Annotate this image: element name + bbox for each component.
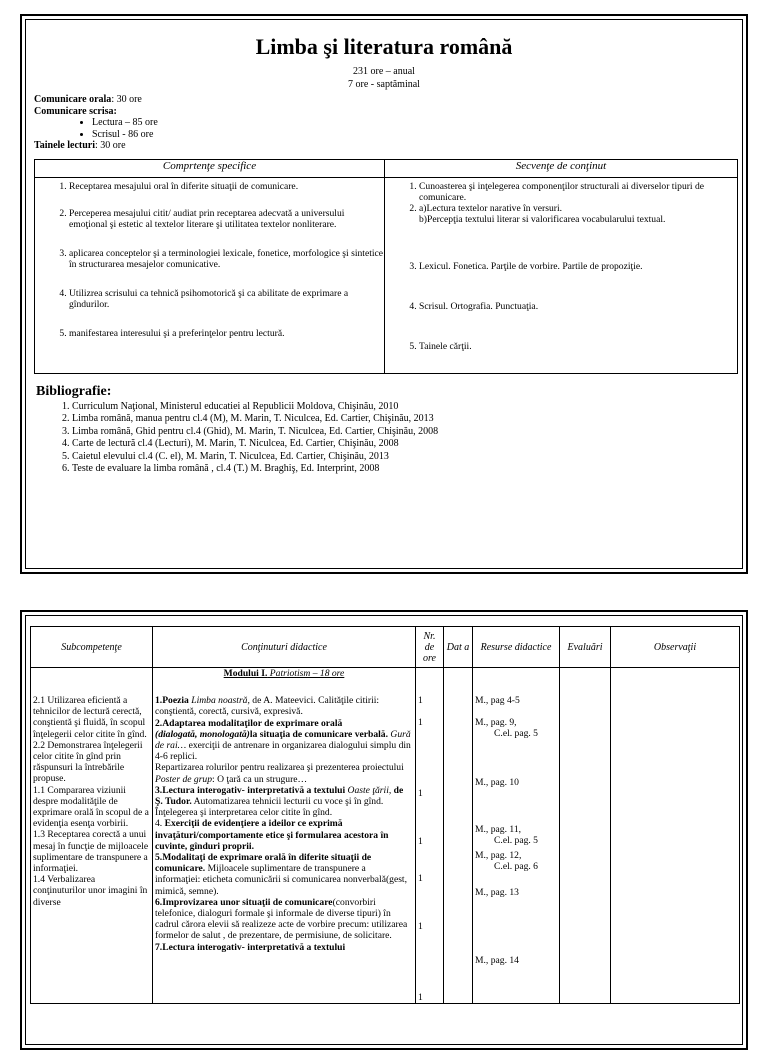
lesson-5: 5.Modalitaţi de exprimare orală în diferite situaţii de comunicare. Mijloacele suplimentare de transpunere a informaţiei: eticheta comunicării si comunicarea nonverbală(gest, mimică, semne). bbox=[155, 852, 407, 897]
hours-value: 1 bbox=[418, 695, 423, 706]
module-title: Patriotism – 18 ore bbox=[267, 668, 345, 679]
bibliography-item: 2. Limba română, manua pentru cl.4 (M), M. Marin, T. Niculcea, Ed. Cartier, Chişinău, 2013 bbox=[72, 413, 438, 425]
content-subitem: b)Percepţia textului literar si valorificarea vocabularului textual. bbox=[419, 214, 666, 225]
observations-header: Observaţii bbox=[611, 627, 740, 668]
resource-value: M., pag. 11, bbox=[475, 823, 522, 835]
resource-value: M., pag. 12, bbox=[475, 850, 522, 862]
bibliography-list bbox=[36, 401, 438, 475]
lesson-plan-table bbox=[30, 626, 740, 1004]
lesson-1: 1.Poezia Limba noastră, de A. Mateevici. Calităţile citirii: conştientă, corectă, cursivă, expresivă. bbox=[155, 695, 380, 718]
written-item: • Scrisul - 86 ore bbox=[92, 129, 158, 141]
hours-value: 1 bbox=[418, 992, 423, 1004]
competence-item: 3. aplicarea conceptelor şi a terminologiei lexicale, fonetice, morfologice şi sintetice în structurarea mesajelor comunicative. bbox=[69, 248, 384, 288]
hours-value: 1 bbox=[418, 835, 423, 847]
subcompetence-item: 1.4 Verbalizarea conţinuturilor unor imagini în diverse bbox=[33, 874, 148, 908]
evaluations-header: Evaluări bbox=[560, 627, 611, 668]
competences-header: Comprtenţe specifice bbox=[35, 160, 385, 178]
hours-breakdown bbox=[34, 94, 158, 152]
competence-item: 5. manifestarea interesului şi a preferinţelor pentru lectură. bbox=[69, 328, 384, 339]
hours-header: Nr. de ore bbox=[416, 627, 444, 668]
resource-value: M., pag. 14 bbox=[475, 954, 519, 966]
bibliography-item: 5. Caietul elevului cl.4 (C. el), M. Marin, T. Niculcea, Ed. Cartier, Chişinău, 2013 bbox=[72, 451, 438, 463]
content-item: 1. Cunoasterea şi inţelegerea componenţilor structurali ai diverselor tipuri de comunicare. bbox=[419, 181, 737, 203]
contents-cell bbox=[385, 178, 738, 374]
hours-per-year: 231 ore – anual bbox=[353, 66, 415, 77]
resource-value: M., pag. 9, bbox=[475, 717, 517, 729]
written-item: • Lectura – 85 ore bbox=[92, 117, 158, 129]
document-title: Limba şi literatura română bbox=[255, 34, 513, 59]
lesson-3: 3.Lectura interogativ- interpretativă a textului Oaste ţării, de Ş. Tudor. Automatizarea tehnicii lecturii cu voce şi în gînd. Înţelegerea şi interpretarea celor citite în gînd. bbox=[155, 784, 404, 819]
resources-header: Resurse didactice bbox=[473, 627, 560, 668]
resource-value: C.el. pag. 5 bbox=[494, 835, 538, 847]
content-item bbox=[419, 203, 737, 261]
lesson-2: 2.Adaptarea modalitaţilor de exprimare orală (dialogată, monologată)la situaţia de comunicare verbală. Gură de rai… exerciţii de antrenare in organizarea dialogului simplu din 4-6 replici. bbox=[155, 717, 411, 763]
subcompetences-cell bbox=[31, 668, 153, 1004]
content-item: 4. Scrisul. Ortografia. Punctuaţia. bbox=[419, 301, 737, 341]
hours-value: 1 bbox=[418, 872, 423, 884]
page-two bbox=[20, 610, 748, 1050]
lesson-7: 7.Lectura interogativ- interpretativă a textului bbox=[155, 941, 346, 953]
bibliography-item: 1. Curriculum Naţional, Ministerul educatiei al Republicii Moldova, Chişinău, 2010 bbox=[72, 401, 438, 413]
content-item: 3. Lexicul. Fonetica. Parţile de vorbire. Partile de propoziţie. bbox=[419, 261, 737, 301]
date-cell bbox=[444, 668, 473, 1004]
bibliography-item: 4. Carte de lectură cl.4 (Lecturi), M. Marin, T. Niculcea, Ed. Cartier, Chişinău, 2008 bbox=[72, 438, 438, 450]
content-header: Conţinuturi didactice bbox=[153, 627, 416, 668]
hours-per-week: 7 ore - saptăminal bbox=[348, 79, 420, 90]
contents-header: Secvenţe de conţinut bbox=[385, 160, 738, 178]
secrets-label: Tainele lecturi bbox=[34, 140, 96, 151]
module-heading bbox=[155, 668, 413, 679]
bibliography-title: Bibliografie: bbox=[36, 384, 112, 399]
subcompetence-item: 1.3 Receptarea corectă a unui mesaj în funcţie de mijloacele suplimentare de transpunere a informaţiei. bbox=[33, 829, 149, 875]
hours-value: 1 bbox=[418, 717, 423, 729]
subcompetence-item: 2.2 Demonstrarea înţelegerii celor citite în gînd prin răspunsuri la întrebările propuse. bbox=[33, 739, 143, 785]
lesson-6: 6.Improvizarea unor situaţii de comunicare(convorbiri telefonice, dialoguri formale şi informale de diverse tipuri) în cadrul cărora elevii să realizeze acte de vorbire precum: utilizarea formelor de salut , de prezentare, de permisiune, de solicitare. bbox=[155, 896, 408, 942]
subcompetence-item: 1.1 Compararea viziunii despre modalităţile de exprimare orală în scopul de a evidenţia esenţa vorbirii. bbox=[33, 784, 149, 830]
oral-label: Comunicare orala bbox=[34, 94, 112, 105]
resources-cell bbox=[473, 668, 560, 1004]
written-list bbox=[34, 117, 158, 140]
competences-cell bbox=[35, 178, 385, 374]
hours-value: 1 bbox=[418, 921, 423, 933]
resource-value: M., pag 4-5 bbox=[475, 695, 520, 706]
lesson-2-project: Repartizarea rolurilor pentru realizarea şi prezenterea proiectului Poster de grup: O ţară ca un strugure… bbox=[155, 762, 404, 785]
hours-value: 1 bbox=[418, 788, 423, 800]
page-one bbox=[20, 14, 748, 574]
subcompetence-item: 2.1 Utilizarea eficientă a tehnicilor de lectură cerectă, conştientă şi fluidă, în scopul înţelegerii celor citite în gînd. bbox=[33, 695, 147, 740]
date-header: Dat a bbox=[444, 627, 473, 668]
competence-item: 4. Utilizrea scrisului ca tehnică psihomotorică şi ca abilitate de exprimare a gîndurilor. bbox=[69, 288, 384, 328]
content-item: 5. Tainele cărţii. bbox=[419, 341, 737, 352]
resource-value: C.el. pag. 5 bbox=[494, 728, 538, 740]
competences-table bbox=[34, 159, 738, 374]
secrets-value: : 30 ore bbox=[95, 140, 126, 151]
content-cell bbox=[153, 668, 416, 1004]
competence-item: 2. Perceperea mesajului citit/ audiat prin receptarea adecvată a universului emoţional şi estetic al textelor literare şi utilitatea textelor nonliterare. bbox=[69, 208, 384, 248]
observations-cell bbox=[611, 668, 740, 1004]
competence-item: 1. Receptarea mesajului oral în diferite situaţii de comunicare. bbox=[69, 181, 384, 208]
oral-value: : 30 ore bbox=[111, 94, 142, 105]
module-label: Modului I. bbox=[223, 668, 268, 679]
evaluations-cell bbox=[560, 668, 611, 1004]
bibliography-item: 6. Teste de evaluare la limba română , cl.4 (T.) M. Braghiş, Ed. Interprint, 2008 bbox=[72, 463, 438, 475]
resource-value: C.el. pag. 6 bbox=[494, 861, 538, 873]
written-label: Comunicare scrisa: bbox=[34, 105, 117, 117]
resource-value: M., pag. 13 bbox=[475, 886, 519, 898]
hours-cell bbox=[416, 668, 444, 1004]
subcompetences-header: Subcompetenţe bbox=[31, 627, 153, 668]
resource-value: M., pag. 10 bbox=[475, 776, 519, 788]
bibliography-item: 3. Limba română, Ghid pentru cl.4 (Ghid), M. Marin, T. Niculcea, Ed. Cartier, Chişinău, 2008 bbox=[72, 426, 438, 438]
lesson-4: 4. Exerciţii de evidenţiere a ideilor ce exprimă invaţături/comportamente etice şi formularea acestora în cuvinte, gînduri proprii. bbox=[155, 818, 389, 852]
content-subitem: 2. a)Lectura textelor narative în versuri. bbox=[419, 203, 563, 214]
